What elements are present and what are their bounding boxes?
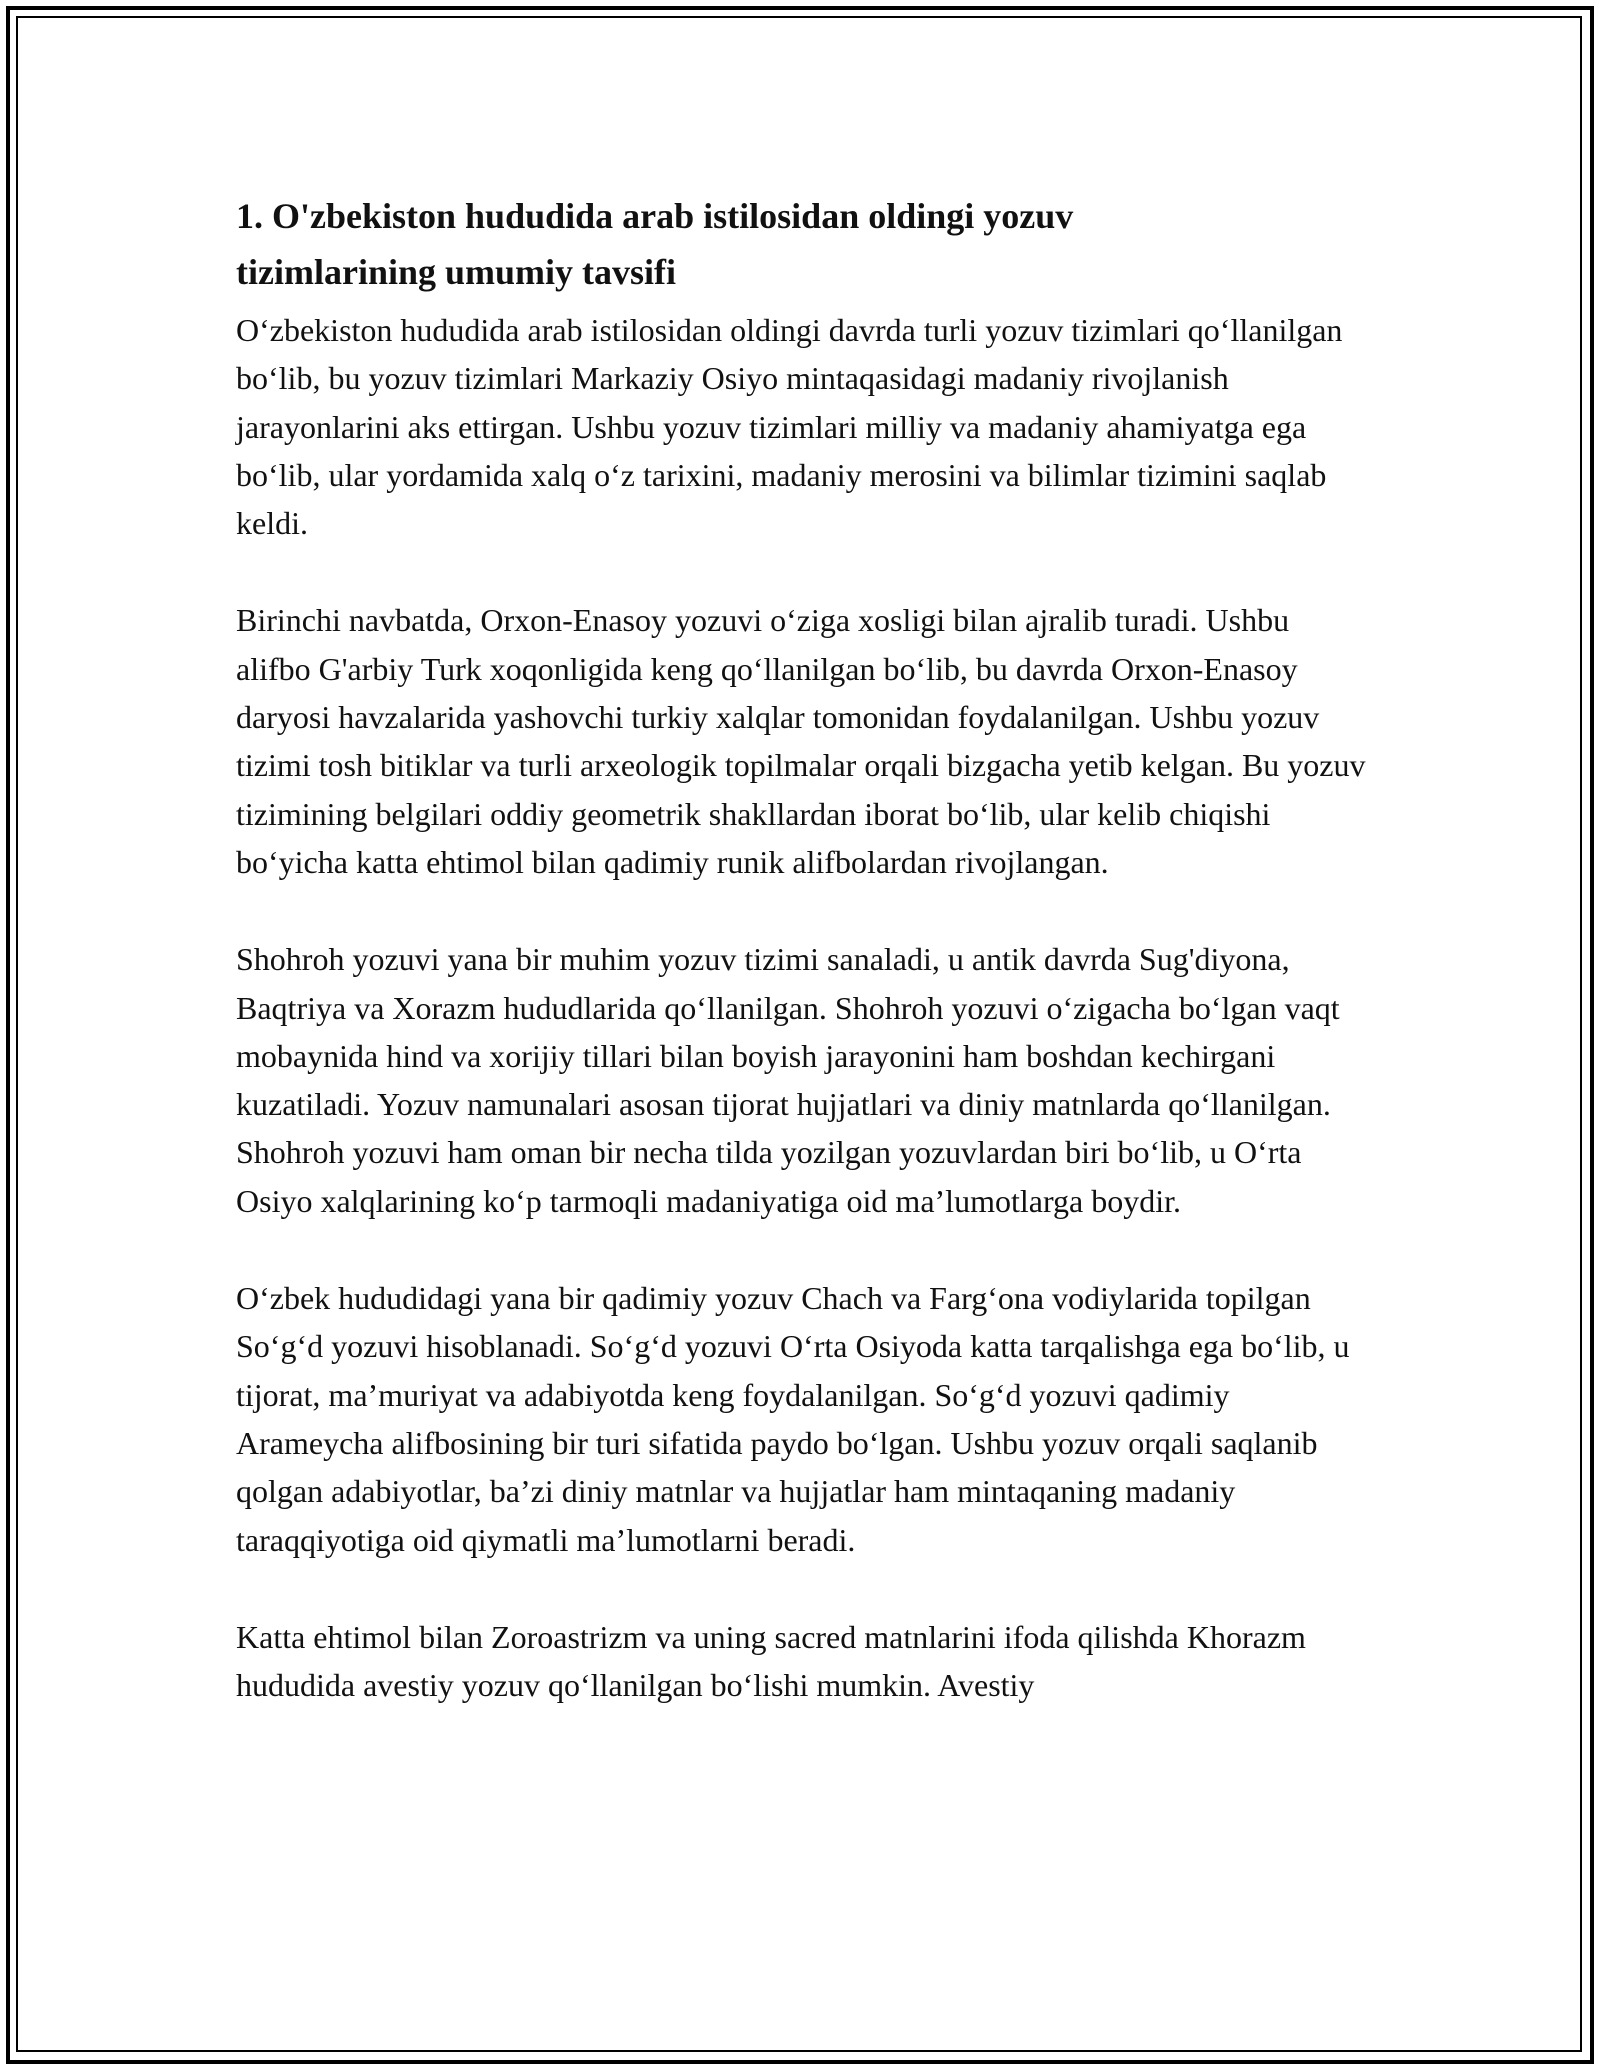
- paragraph: O‘zbekiston hududida arab istilosidan oldingi davrda turli yozuv tizimlari qo‘llanilgan bo‘lib, bu yozuv tizimlari Markaziy Osiyo mintaqasidagi madaniy rivojlanish jarayonlarini aks ettirgan. Ushbu yozuv tizimlari milliy va madaniy ahamiyatga ega bo‘lib, ular yordamida xalq o‘z tarixini, madaniy merosini va bilimlar tizimini saqlab keldi.: [236, 312, 1343, 542]
- paragraph: O‘zbek hududidagi yana bir qadimiy yozuv Chach va Farg‘ona vodiylarida topilgan So‘g‘d yozuvi hisoblanadi. So‘g‘d yozuvi O‘rta Osiyoda katta tarqalishga ega bo‘lib, u tijorat, ma’muriyat va adabiyotda keng foydalanilgan. So‘g‘d yozuvi qadimiy Arameycha alifbosining bir turi sifatida paydo bo‘lgan. Ushbu yozuv orqali saqlanib qolgan adabiyotlar, ba’zi diniy matnlar va hujjatlar ham mintaqaning madaniy taraqqiyotiga oid qiymatli ma’lumotlarni beradi.: [236, 1280, 1350, 1558]
- document-body: [236, 188, 1366, 1758]
- paragraph: Katta ehtimol bilan Zoroastrizm va uning sacred matnlarini ifoda qilishda Khorazm hududida avestiy yozuv qo‘llanilgan bo‘lishi mumkin. Avestiy: [236, 1618, 1306, 1704]
- paragraph: Birinchi navbatda, Orxon-Enasoy yozuvi o‘ziga xosligi bilan ajralib turadi. Ushbu alifbo G'arbiy Turk xoqonligida keng qo‘llanilgan bo‘lib, bu davrda Orxon-Enasoy daryosi havzalarida yashovchi turkiy xalqlar tomonidan foydalanilgan. Ushbu yozuv tizimi tosh bitiklar va turli arxeologik topilmalar orqali bizgacha yetib kelgan. Bu yozuv tizimining belgilari oddiy geometrik shakllardan iborat bo‘lib, ular kelib chiqishi bo‘yicha katta ehtimol bilan qadimiy runik alifbolardan rivojlangan.: [236, 602, 1366, 880]
- paragraph: Shohroh yozuvi yana bir muhim yozuv tizimi sanaladi, u antik davrda Sug'diyona, Baqtriya va Xorazm hududlarida qo‘llanilgan. Shohroh yozuvi o‘zigacha bo‘lgan vaqt mobaynida hind va xorijiy tillari bilan boyish jarayonini ham boshdan kechirgani kuzatiladi. Yozuv namunalari asosan tijorat hujjatlari va diniy matnlarda qo‘llanilgan. Shohroh yozuvi ham oman bir necha tilda yozilgan yozuvlardan biri bo‘lib, u O‘rta Osiyo xalqlarining ko‘p tarmoqli madaniyatiga oid ma’lumotlarga boydir.: [236, 941, 1340, 1219]
- section-heading: 1. O'zbekiston hududida arab istilosidan oldingi yozuv tizimlarining umumiy tavsifi: [236, 196, 1074, 292]
